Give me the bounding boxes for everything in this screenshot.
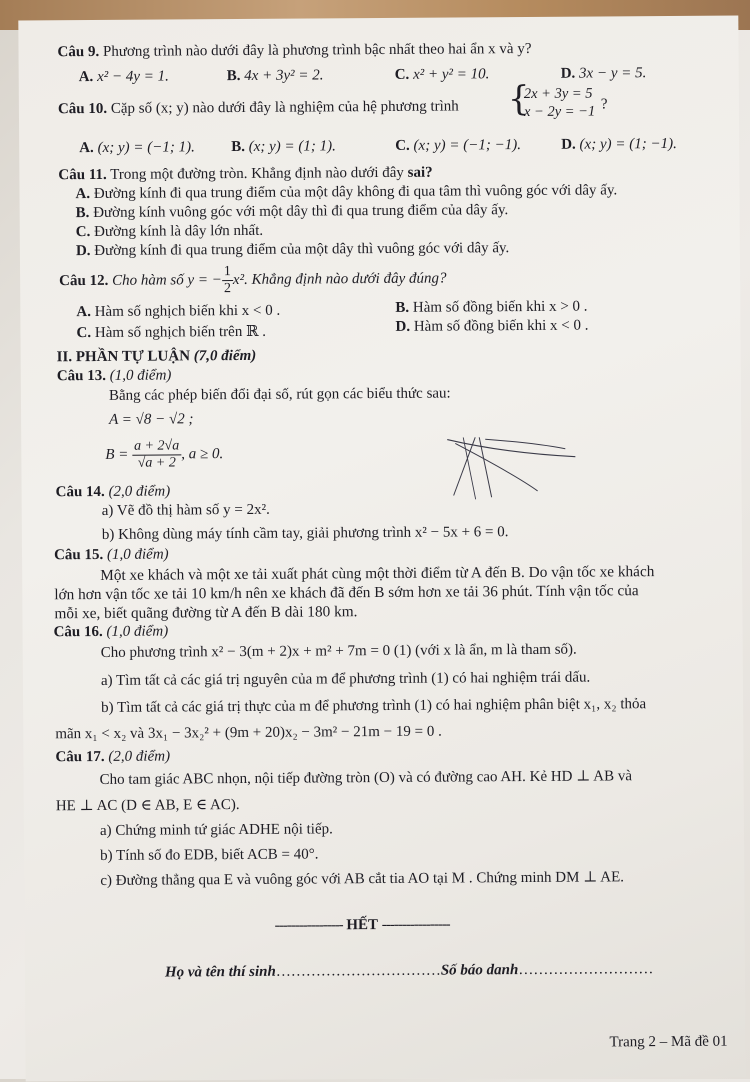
question-mark: ? (600, 96, 608, 113)
candidate-name-label: Họ và tên thí sinh (164, 963, 276, 981)
q17-part-c: c) Đường thẳng qua E và vuông góc với AB cắt tia AO tại M . Chứng minh DM ⊥ AE. (100, 869, 625, 889)
q16-part-a: a) Tìm tất cả các giá trị nguyên của m để phương trình (1) có hai nghiệm trái dấu. (100, 669, 591, 689)
q10-option-d: D. (x; y) = (1; −1). (561, 135, 677, 153)
question-16: Câu 16. (1,0 điểm) (53, 623, 169, 641)
q15-line-2: lớn hơn vận tốc xe tải 10 km/h nên xe khách đã đến B sớm hơn xe tải 36 phút. Tính vận tốc của (54, 582, 639, 604)
candidate-name-field: …………………………… (275, 962, 441, 980)
question-text: Cặp số (x; y) nào dưới đây là nghiệm của hệ phương trình (110, 98, 459, 117)
q11-option-d: D. Đường kính đi qua trung điểm của một dây thì vuông góc với dây ấy. (75, 240, 510, 260)
end-marker: ----------------- HẾT ----------------- (274, 916, 450, 934)
q14-part-b: b) Không dùng máy tính cầm tay, giải phương trình x² − 5x + 6 = 0. (101, 524, 509, 543)
equation-system (524, 85, 595, 122)
pen-scribble (445, 435, 585, 504)
q16-part-b: b) Tìm tất cả các giá trị thực của m để phương trình (1) có hai nghiệm phân biệt x₁, x₂ thỏa (101, 696, 647, 716)
emphasis-word: sai? (407, 164, 433, 181)
question-label: Câu 11. (58, 166, 107, 184)
q11-option-b: B. Đường kính vuông góc với một dây thì đi qua trung điểm của dây ấy. (75, 202, 509, 222)
q11-option-a: A. Đường kính đi qua trung điểm của một dây không đi qua tâm thì vuông góc với dây ấy. (75, 182, 618, 203)
q11-option-c: C. Đường kính là dây lớn nhất. (75, 222, 264, 241)
q13-intro: Bằng các phép biến đổi đại số, rút gọn các biểu thức sau: (108, 385, 451, 404)
candidate-id-field: ……………………… (518, 961, 654, 979)
q10-option-c: C. (x; y) = (−1; −1). (395, 137, 521, 154)
q9-option-a: A. x² − 4y = 1. (78, 68, 169, 86)
q17-line-2: HE ⊥ AC (D ∈ AB, E ∈ AC). (55, 797, 240, 815)
function-prefix: Cho hàm số y = − (112, 272, 222, 289)
question-10 (58, 98, 459, 118)
question-11 (58, 165, 432, 185)
page-footer: Trang 2 – Mã đề 01 (609, 1033, 728, 1051)
q12-option-b: B. Hàm số đồng biến khi x > 0 . (395, 298, 588, 316)
q12-option-c: C. Hàm số nghịch biến trên ℝ . (76, 323, 267, 342)
equation-2: x − 2y = −1 (523, 103, 596, 121)
q14-part-a: a) Vẽ đồ thị hàm số y = 2x². (101, 501, 270, 519)
q12-option-d: D. Hàm số đồng biến khi x < 0 . (395, 317, 589, 335)
question-17: Câu 17. (2,0 điểm) (55, 748, 171, 766)
candidate-id-label: Số báo danh (440, 962, 519, 979)
q9-option-d: D. 3x − y = 5. (560, 65, 647, 82)
equation-1: 2x + 3y = 5 (523, 85, 593, 102)
question-13: Câu 13. (1,0 điểm) (56, 367, 172, 385)
question-text: Trong một đường tròn. Khẳng định nào dưới đây (110, 164, 404, 183)
q17-part-a: a) Chứng minh tứ giác ADHE nội tiếp. (99, 821, 333, 839)
exam-page (18, 15, 745, 1081)
question-14: Câu 14. (2,0 điểm) (55, 483, 171, 501)
question-12 (59, 264, 447, 298)
q10-option-b: B. (x; y) = (1; 1). (231, 138, 336, 156)
system-brace: { (507, 78, 530, 120)
question-label: Câu 12. (59, 272, 109, 290)
question-9 (57, 41, 531, 62)
q17-part-b: b) Tính số đo EDB, biết ACB = 40°. (100, 846, 319, 864)
fraction: $\frac{1}{2}$ (223, 264, 231, 297)
question-label: Câu 9. (57, 43, 100, 61)
q15-line-1: Một xe khách và một xe tải xuất phát cùng một thời điểm từ A đến B. Do vận tốc xe khách (100, 563, 655, 584)
q9-option-b: B. 4x + 3y² = 2. (226, 67, 324, 85)
candidate-info (165, 961, 653, 982)
expression-b: B = $\frac{a + 2√a}{√a + 2}$ , a ≥ 0. (105, 438, 224, 471)
function-suffix: x². Khẳng định nào dưới đây đúng? (232, 270, 447, 288)
part-2-heading: II. PHẦN TỰ LUẬN (7,0 điểm) (56, 347, 257, 366)
q16-condition: mãn x₁ < x₂ và 3x₁ − 3x₂² + (9m + 20)x₂ − 3m² − 21m − 19 = 0 . (55, 723, 442, 743)
question-label: Câu 10. (57, 100, 108, 118)
question-15: Câu 15. (1,0 điểm) (53, 546, 169, 564)
q15-line-3: mỗi xe, biết quãng đường từ A đến B dài 180 km. (54, 603, 358, 623)
q9-option-c: C. x² + y² = 10. (394, 66, 490, 83)
q17-line-1: Cho tam giác ABC nhọn, nội tiếp đường tròn (O) và có đường cao AH. Kẻ HD ⊥ AB và (99, 768, 633, 788)
q16-equation: Cho phương trình x² − 3(m + 2)x + m² + 7m = 0 (1) (với x là ẩn, m là tham số). (100, 641, 577, 661)
expression-a: A = √8 − √2 ; (109, 411, 194, 428)
question-text: Phương trình nào dưới đây là phương trình bậc nhất theo hai ẩn x và y? (102, 40, 532, 60)
q12-option-a: A. Hàm số nghịch biến khi x < 0 . (76, 302, 281, 321)
q10-option-a: A. (x; y) = (−1; 1). (79, 139, 195, 157)
